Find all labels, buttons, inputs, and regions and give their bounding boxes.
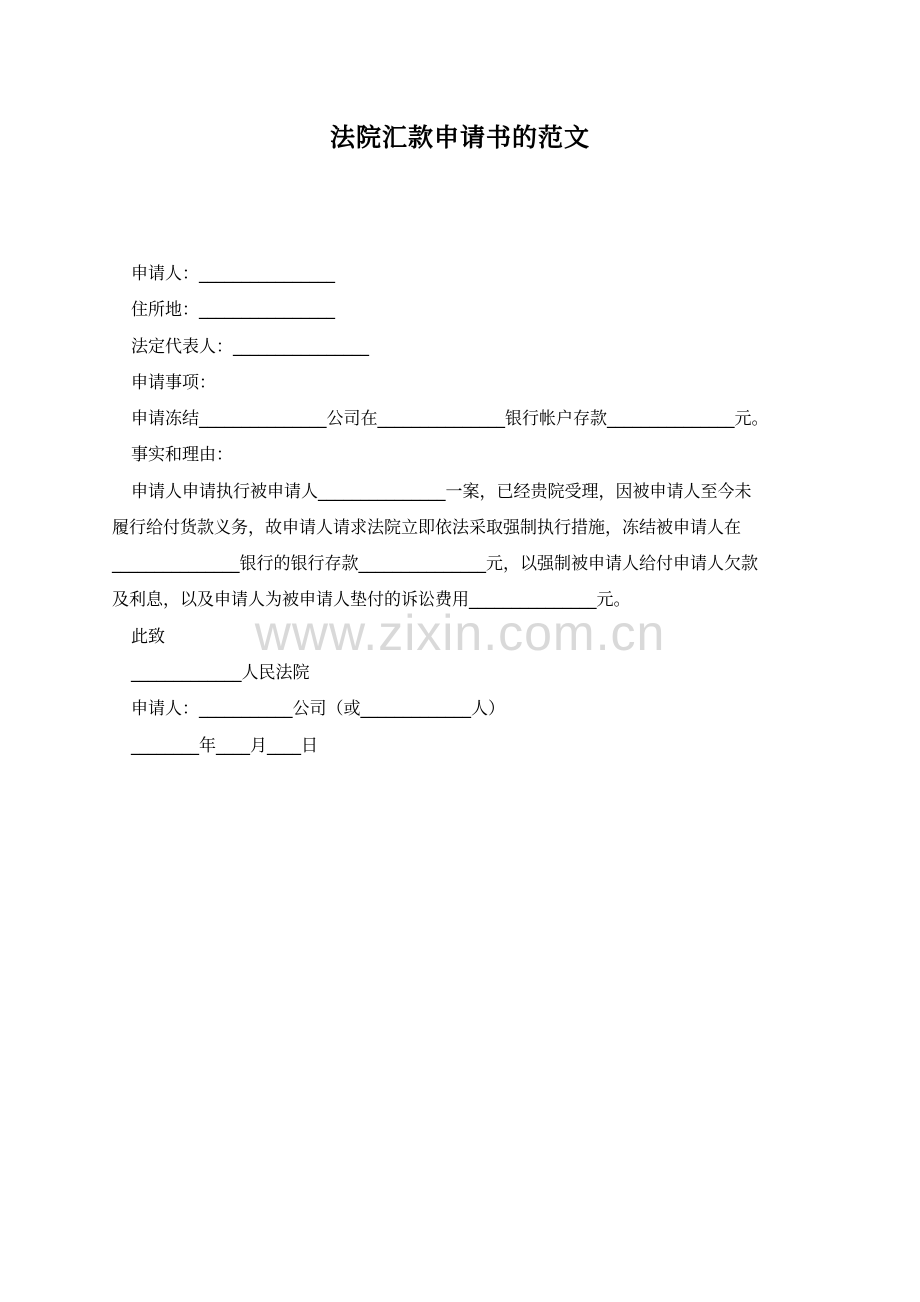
applicant-line: 申请人：________________	[131, 264, 335, 284]
date-line: ________年____月____日	[131, 736, 318, 756]
facts-paragraph-line-4: 及利息，以及申请人为被申请人垫付的诉讼费用_______________元。	[112, 590, 631, 610]
facts-paragraph-line-2: 履行给付货款义务，故申请人请求法院立即依法采取强制执行措施，冻结被申请人在	[112, 518, 741, 538]
salutation-line: 此致	[131, 627, 165, 647]
freeze-request-line: 申请冻结_______________公司在_______________银行帐户存款_______________元。	[131, 409, 769, 429]
facts-paragraph-line-3: _______________银行的银行存款_______________元，以强制被申请人给付申请人欠款	[112, 554, 758, 574]
facts-reasons-heading: 事实和理由：	[131, 445, 233, 465]
document-title: 法院汇款申请书的范文	[329, 123, 590, 152]
legal-representative-line: 法定代表人：________________	[131, 337, 369, 357]
facts-paragraph-line-1: 申请人申请执行被申请人_______________一案，已经贵院受理，因被申请人至今未	[131, 482, 752, 502]
address-line: 住所地：________________	[131, 300, 335, 320]
request-items-heading: 申请事项：	[131, 373, 216, 393]
signature-applicant-line: 申请人：___________公司（或_____________人）	[131, 699, 505, 719]
court-name-line: _____________人民法院	[131, 663, 310, 683]
watermark-text: www.zixin.com.cn	[254, 605, 666, 661]
